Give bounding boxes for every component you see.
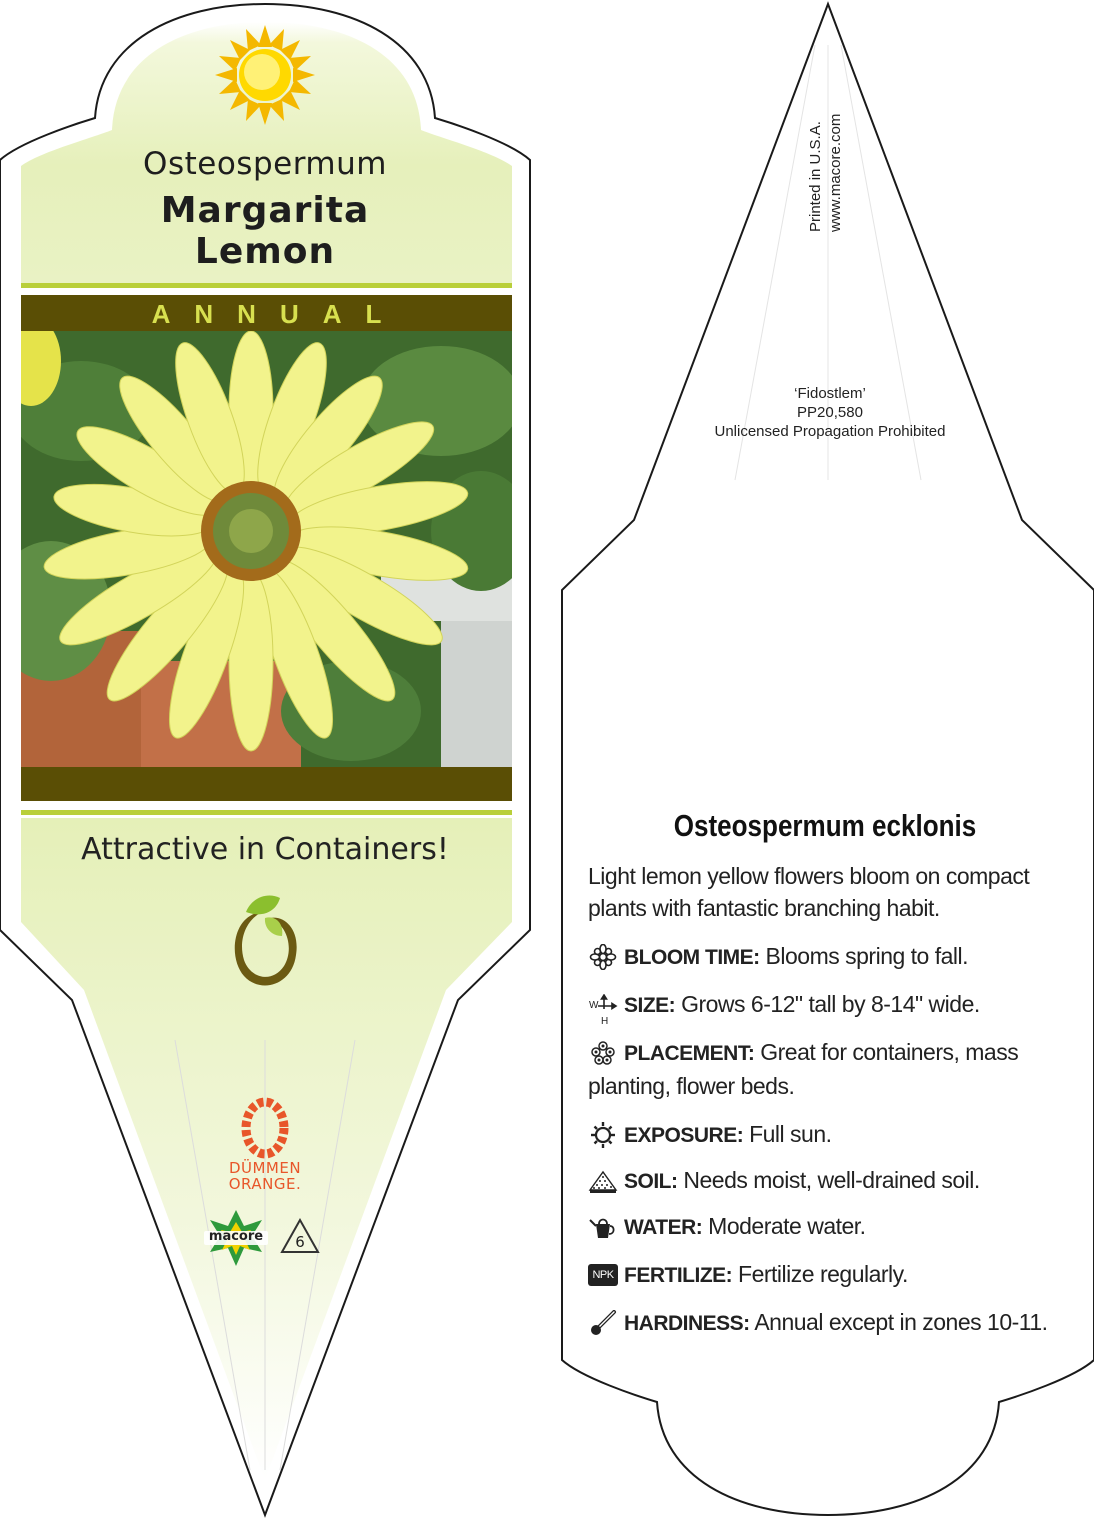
fertilizer-icon-text: NPK — [592, 1269, 614, 1281]
cultivar-name: ‘Fidostlem’ — [794, 385, 866, 402]
sun-icon — [588, 1122, 618, 1148]
size-icon — [588, 992, 618, 1027]
attribute-value: Annual except in zones 10-11. — [754, 1309, 1048, 1335]
size-icon-w: W — [589, 1000, 598, 1011]
attribute-label: BLOOM TIME: — [624, 946, 760, 969]
brand-name-line1: DÜMMEN — [228, 1159, 302, 1177]
attribute-label: WATER: — [624, 1216, 703, 1239]
attribute-label: SOIL: — [624, 1170, 678, 1193]
printed-in: Printed in U.S.A. — [807, 121, 824, 232]
header-rule — [21, 283, 512, 288]
variety-name-line1: Margarita — [160, 190, 370, 231]
placement-icon — [588, 1040, 618, 1066]
attribute-bloom-time — [588, 940, 1058, 974]
attribute-value: Grows 6-12" tall by 8-14" wide. — [681, 991, 980, 1017]
attribute-label: PLACEMENT: — [624, 1042, 755, 1065]
attribute-label: FERTILIZE: — [624, 1264, 733, 1287]
botanical-name: Osteospermum ecklonis — [673, 808, 977, 843]
attribute-value: Fertilize regularly. — [738, 1261, 908, 1287]
recycle-number: 6 — [295, 1233, 305, 1251]
brand-name-line2: ORANGE. — [228, 1175, 302, 1193]
attribute-value-cont: planting, flower beds. — [588, 1073, 795, 1099]
brand-name — [200, 1160, 330, 1192]
flower-icon — [588, 944, 618, 970]
attribute-hardiness — [588, 1306, 1058, 1340]
attribute-placement — [588, 1036, 1058, 1102]
propagation-notice: Unlicensed Propagation Prohibited — [714, 423, 946, 440]
macore-logo-text: macore — [208, 1229, 264, 1244]
soil-icon — [588, 1168, 618, 1194]
watering-can-icon — [588, 1214, 618, 1240]
size-icon-h: H — [601, 1016, 608, 1027]
attribute-water — [588, 1210, 1058, 1244]
attribute-value: Blooms spring to fall. — [765, 943, 969, 969]
attribute-soil — [588, 1164, 1058, 1198]
category-band: ANNUAL — [21, 295, 512, 331]
attribute-size — [588, 988, 1058, 1027]
attribute-value: Needs moist, well-drained soil. — [683, 1167, 980, 1193]
attribute-label: SIZE: — [624, 994, 676, 1017]
website: www.macore.com — [827, 113, 844, 232]
fertilizer-icon — [588, 1264, 618, 1286]
variety-name-line2: Lemon — [194, 231, 336, 272]
photo-bottom-band — [21, 767, 512, 801]
attribute-label: HARDINESS: — [624, 1312, 750, 1335]
front-lower-panel — [21, 818, 512, 1480]
cultivar-block — [640, 384, 1020, 441]
sun-logo-icon — [215, 25, 315, 125]
flower-photo — [21, 331, 512, 767]
attribute-value: Great for containers, mass — [760, 1039, 1019, 1065]
lower-rule — [21, 810, 512, 815]
printed-in-block — [806, 114, 846, 232]
attribute-value: Full sun. — [749, 1121, 832, 1147]
attribute-value: Moderate water. — [708, 1213, 866, 1239]
genus-name: Osteospermum — [143, 146, 387, 182]
slogan: Attractive in Containers! — [81, 832, 449, 867]
patent-number: PP20,580 — [797, 404, 863, 421]
description-line2: plants with fantastic branching habit. — [588, 895, 940, 921]
attribute-fertilize — [588, 1258, 1058, 1292]
description — [588, 860, 1048, 924]
thermometer-icon — [588, 1310, 618, 1336]
attribute-label: EXPOSURE: — [624, 1124, 744, 1147]
description-line1: Light lemon yellow flowers bloom on compact — [588, 863, 1030, 889]
attribute-exposure — [588, 1118, 1058, 1152]
